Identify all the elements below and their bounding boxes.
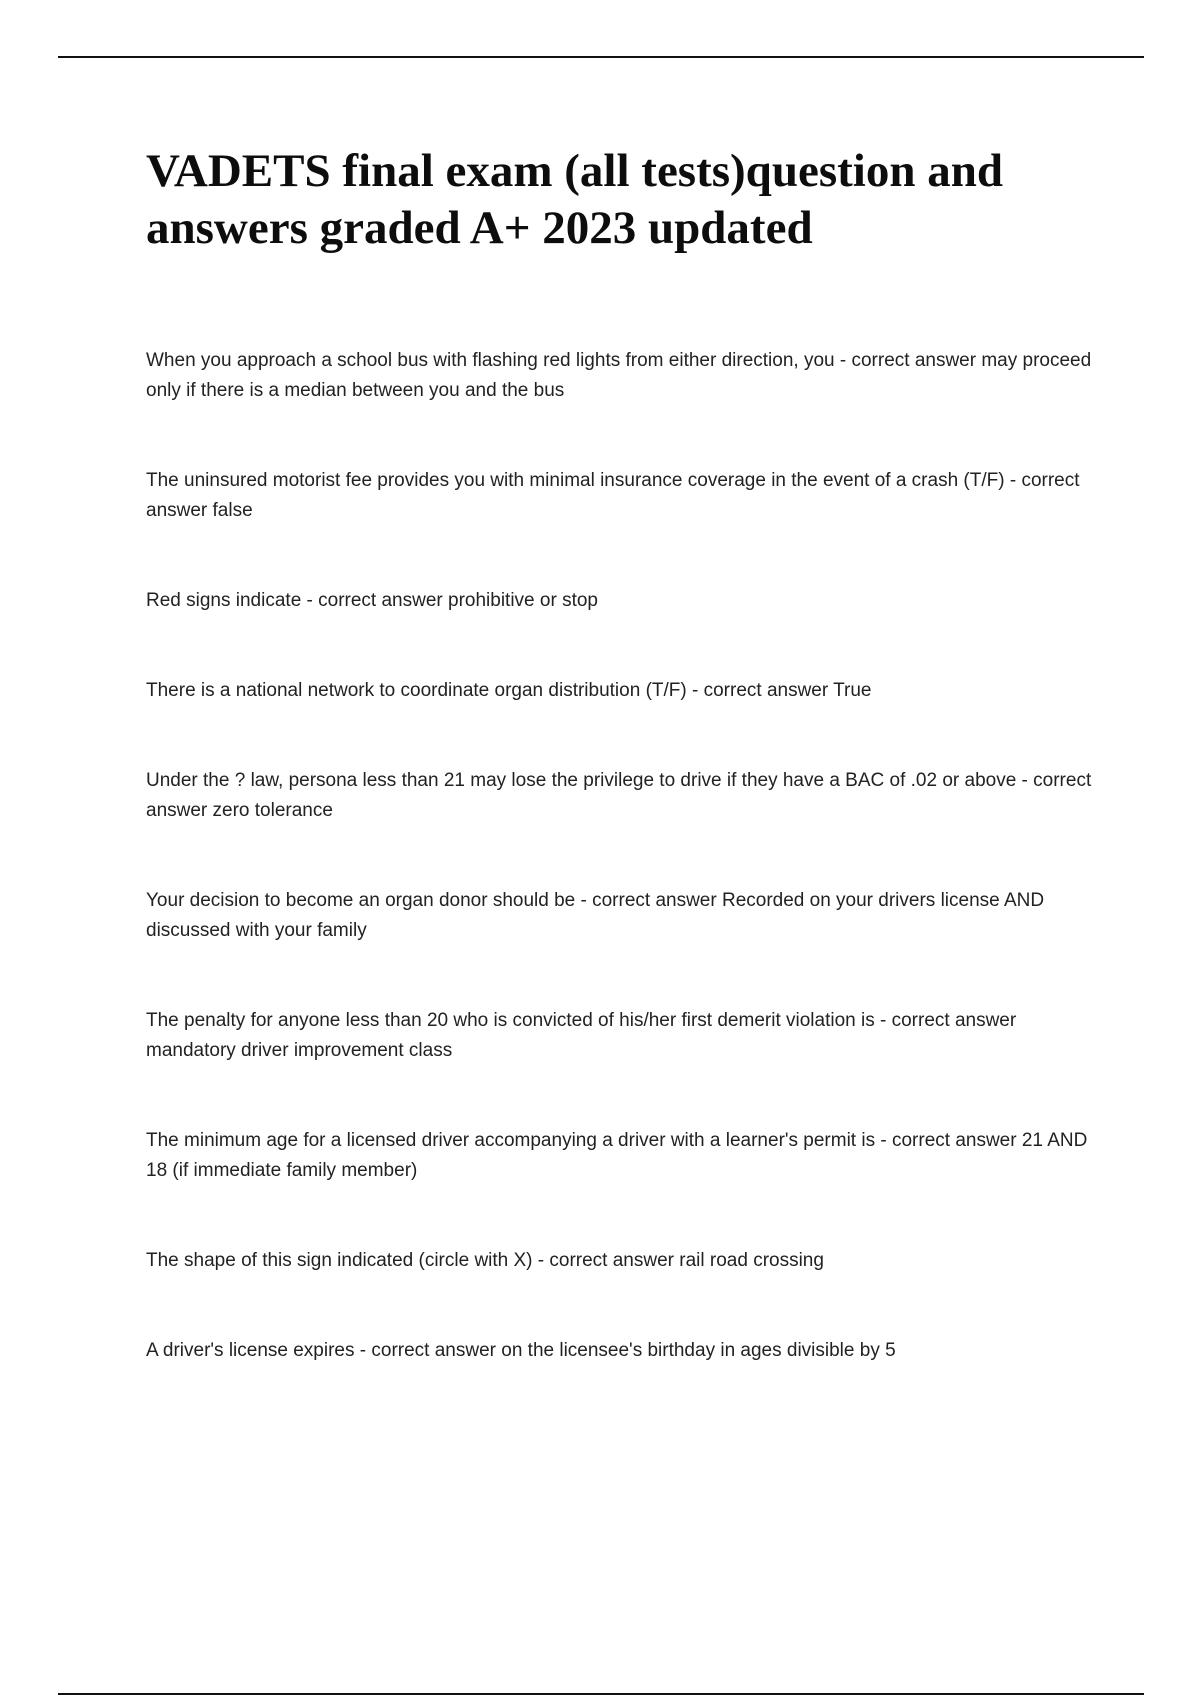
qa-item-9: The shape of this sign indicated (circle with X) - correct answer rail road crossing (146, 1250, 824, 1271)
qa-item-8: The minimum age for a licensed driver accompanying a driver with a learner's permit is - correct answer 21 AND 18 (if immediate family member) (146, 1130, 1088, 1181)
document-title: VADETS final exam (all tests)question and answers graded A+ 2023 updated (146, 145, 1003, 254)
qa-item-7: The penalty for anyone less than 20 who is convicted of his/her first demerit violation is - correct answer mandatory driver improvement class (146, 1010, 1017, 1061)
qa-item-4: There is a national network to coordinate organ distribution (T/F) - correct answer True (146, 680, 872, 701)
qa-item-1: When you approach a school bus with flashing red lights from either direction, you - correct answer may proceed only if there is a median between you and the bus (146, 350, 1092, 401)
qa-item-10: A driver's license expires - correct answer on the licensee's birthday in ages divisible by 5 (146, 1340, 896, 1361)
qa-item-6: Your decision to become an organ donor should be - correct answer Recorded on your drivers license AND discussed with your family (146, 890, 1045, 941)
top-divider (58, 56, 1144, 58)
qa-item-3: Red signs indicate - correct answer prohibitive or stop (146, 590, 598, 611)
bottom-divider (58, 1693, 1144, 1695)
qa-item-5: Under the ? law, persona less than 21 may lose the privilege to drive if they have a BAC of .02 or above - correct answer zero tolerance (146, 770, 1092, 821)
qa-list (146, 346, 1096, 1366)
qa-item-2: The uninsured motorist fee provides you with minimal insurance coverage in the event of a crash (T/F) - correct answer false (146, 470, 1080, 521)
